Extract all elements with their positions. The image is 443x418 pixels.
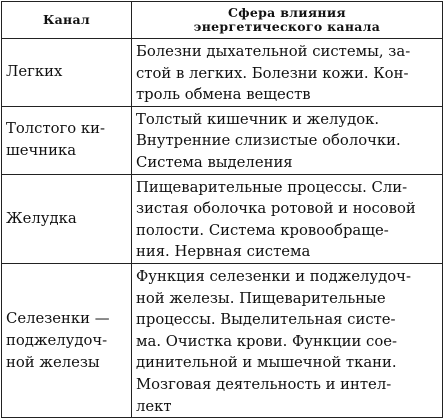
sphere-text-line: Мозговая деятельность и интел- bbox=[136, 375, 392, 393]
table-row-lungs bbox=[2, 39, 443, 107]
sphere-text-line: ма. Очистка крови. Функции сое- bbox=[136, 332, 397, 350]
energy-channels-table bbox=[1, 1, 443, 418]
header-sphere-line-1: Сфера влияния bbox=[228, 5, 346, 20]
channel-cell bbox=[2, 263, 132, 417]
channel-name-line: поджелудоч- bbox=[6, 331, 108, 349]
channel-name-line: Желудка bbox=[6, 209, 77, 227]
sphere-text-line: полости. Система кровообраще- bbox=[136, 221, 389, 239]
header-channel bbox=[2, 2, 132, 39]
sphere-cell bbox=[132, 174, 443, 263]
channel-name-line: ной железы bbox=[6, 353, 100, 371]
sphere-cell bbox=[132, 263, 443, 417]
sphere-text-line: Функция селезенки и поджелудоч- bbox=[136, 267, 411, 285]
sphere-text-line: Толстый кишечник и желудок. bbox=[136, 110, 380, 128]
sphere-text-line: динительной и мышечной ткани. bbox=[136, 354, 397, 372]
sphere-text-line: Система выделения bbox=[136, 153, 293, 171]
sphere-text-line: лект bbox=[136, 397, 172, 415]
sphere-text-line: Пищеварительные процессы. Сли- bbox=[136, 178, 408, 196]
sphere-text-line: Внутренние слизистые оболочки. bbox=[136, 132, 401, 150]
header-sphere bbox=[132, 2, 443, 39]
sphere-text-line: ной железы. Пищеварительные bbox=[136, 289, 386, 307]
sphere-cell bbox=[132, 39, 443, 107]
header-sphere-label bbox=[132, 4, 442, 36]
channel-name-line: Толстого ки- bbox=[6, 120, 106, 138]
table-row-large-intestine bbox=[2, 106, 443, 174]
sphere-text-line: процессы. Выделительная систе- bbox=[136, 311, 396, 329]
header-channel-label: Канал bbox=[42, 12, 91, 27]
table-row-stomach bbox=[2, 174, 443, 263]
channel-cell bbox=[2, 106, 132, 174]
channel-name-line: Легких bbox=[6, 63, 63, 81]
channel-cell bbox=[2, 39, 132, 107]
header-sphere-line-2: энергетического канала bbox=[193, 19, 381, 34]
channel-name-line: Селезенки — bbox=[6, 309, 110, 327]
table-header-row bbox=[2, 2, 443, 39]
sphere-text-line: троль обмена веществ bbox=[136, 86, 311, 104]
table-row-spleen-pancreas bbox=[2, 263, 443, 417]
channel-name-line: шечника bbox=[6, 142, 77, 160]
sphere-text-line: Болезни дыхательной системы, за- bbox=[136, 43, 411, 60]
sphere-cell bbox=[132, 106, 443, 174]
sphere-text-line: зистая оболочка ротовой и носовой bbox=[136, 200, 416, 218]
channel-cell bbox=[2, 174, 132, 263]
sphere-text-line: ния. Нервная система bbox=[136, 243, 311, 261]
sphere-text-line: стой в легких. Болезни кожи. Кон- bbox=[136, 64, 409, 82]
